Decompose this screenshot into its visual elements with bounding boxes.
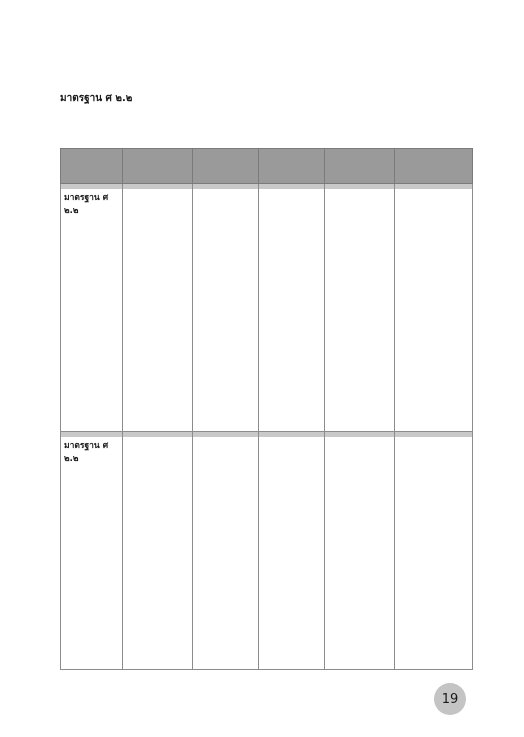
header-tasks: [325, 149, 395, 184]
content-cell: [193, 189, 259, 432]
activities-cell: [395, 437, 473, 670]
table-row: [61, 189, 473, 432]
tasks-cell: [325, 437, 395, 670]
indicator-cell: [61, 189, 123, 432]
header-content: [193, 149, 259, 184]
indicator-cell: [61, 437, 123, 670]
learning-standard-table: [60, 148, 473, 670]
header-skills: [259, 149, 325, 184]
activities-cell: [395, 189, 473, 432]
skills-cell: [259, 437, 325, 670]
skills-cell: [259, 189, 325, 432]
concept-cell: [123, 437, 193, 670]
indicator-code: มาตรฐาน ศ ๒.๒: [64, 441, 109, 464]
indicator-code: มาตรฐาน ศ ๒.๒: [64, 193, 109, 216]
table-row: [61, 437, 473, 670]
footer-document-title: [212, 685, 424, 694]
standard-block: [60, 90, 472, 141]
page-number-badge: [434, 683, 466, 715]
standard-description: [144, 90, 472, 141]
tasks-cell: [325, 189, 395, 432]
header-activities: [395, 149, 473, 184]
standard-code: มาตรฐาน ศ ๒.๒: [60, 93, 133, 104]
header-concept: [123, 149, 193, 184]
content-cell: [193, 437, 259, 670]
header-indicator: [61, 149, 123, 184]
page-number: 19: [441, 691, 459, 707]
concept-cell: [123, 189, 193, 432]
table-header-row: [61, 149, 473, 184]
footer-subject-group: [212, 700, 424, 709]
